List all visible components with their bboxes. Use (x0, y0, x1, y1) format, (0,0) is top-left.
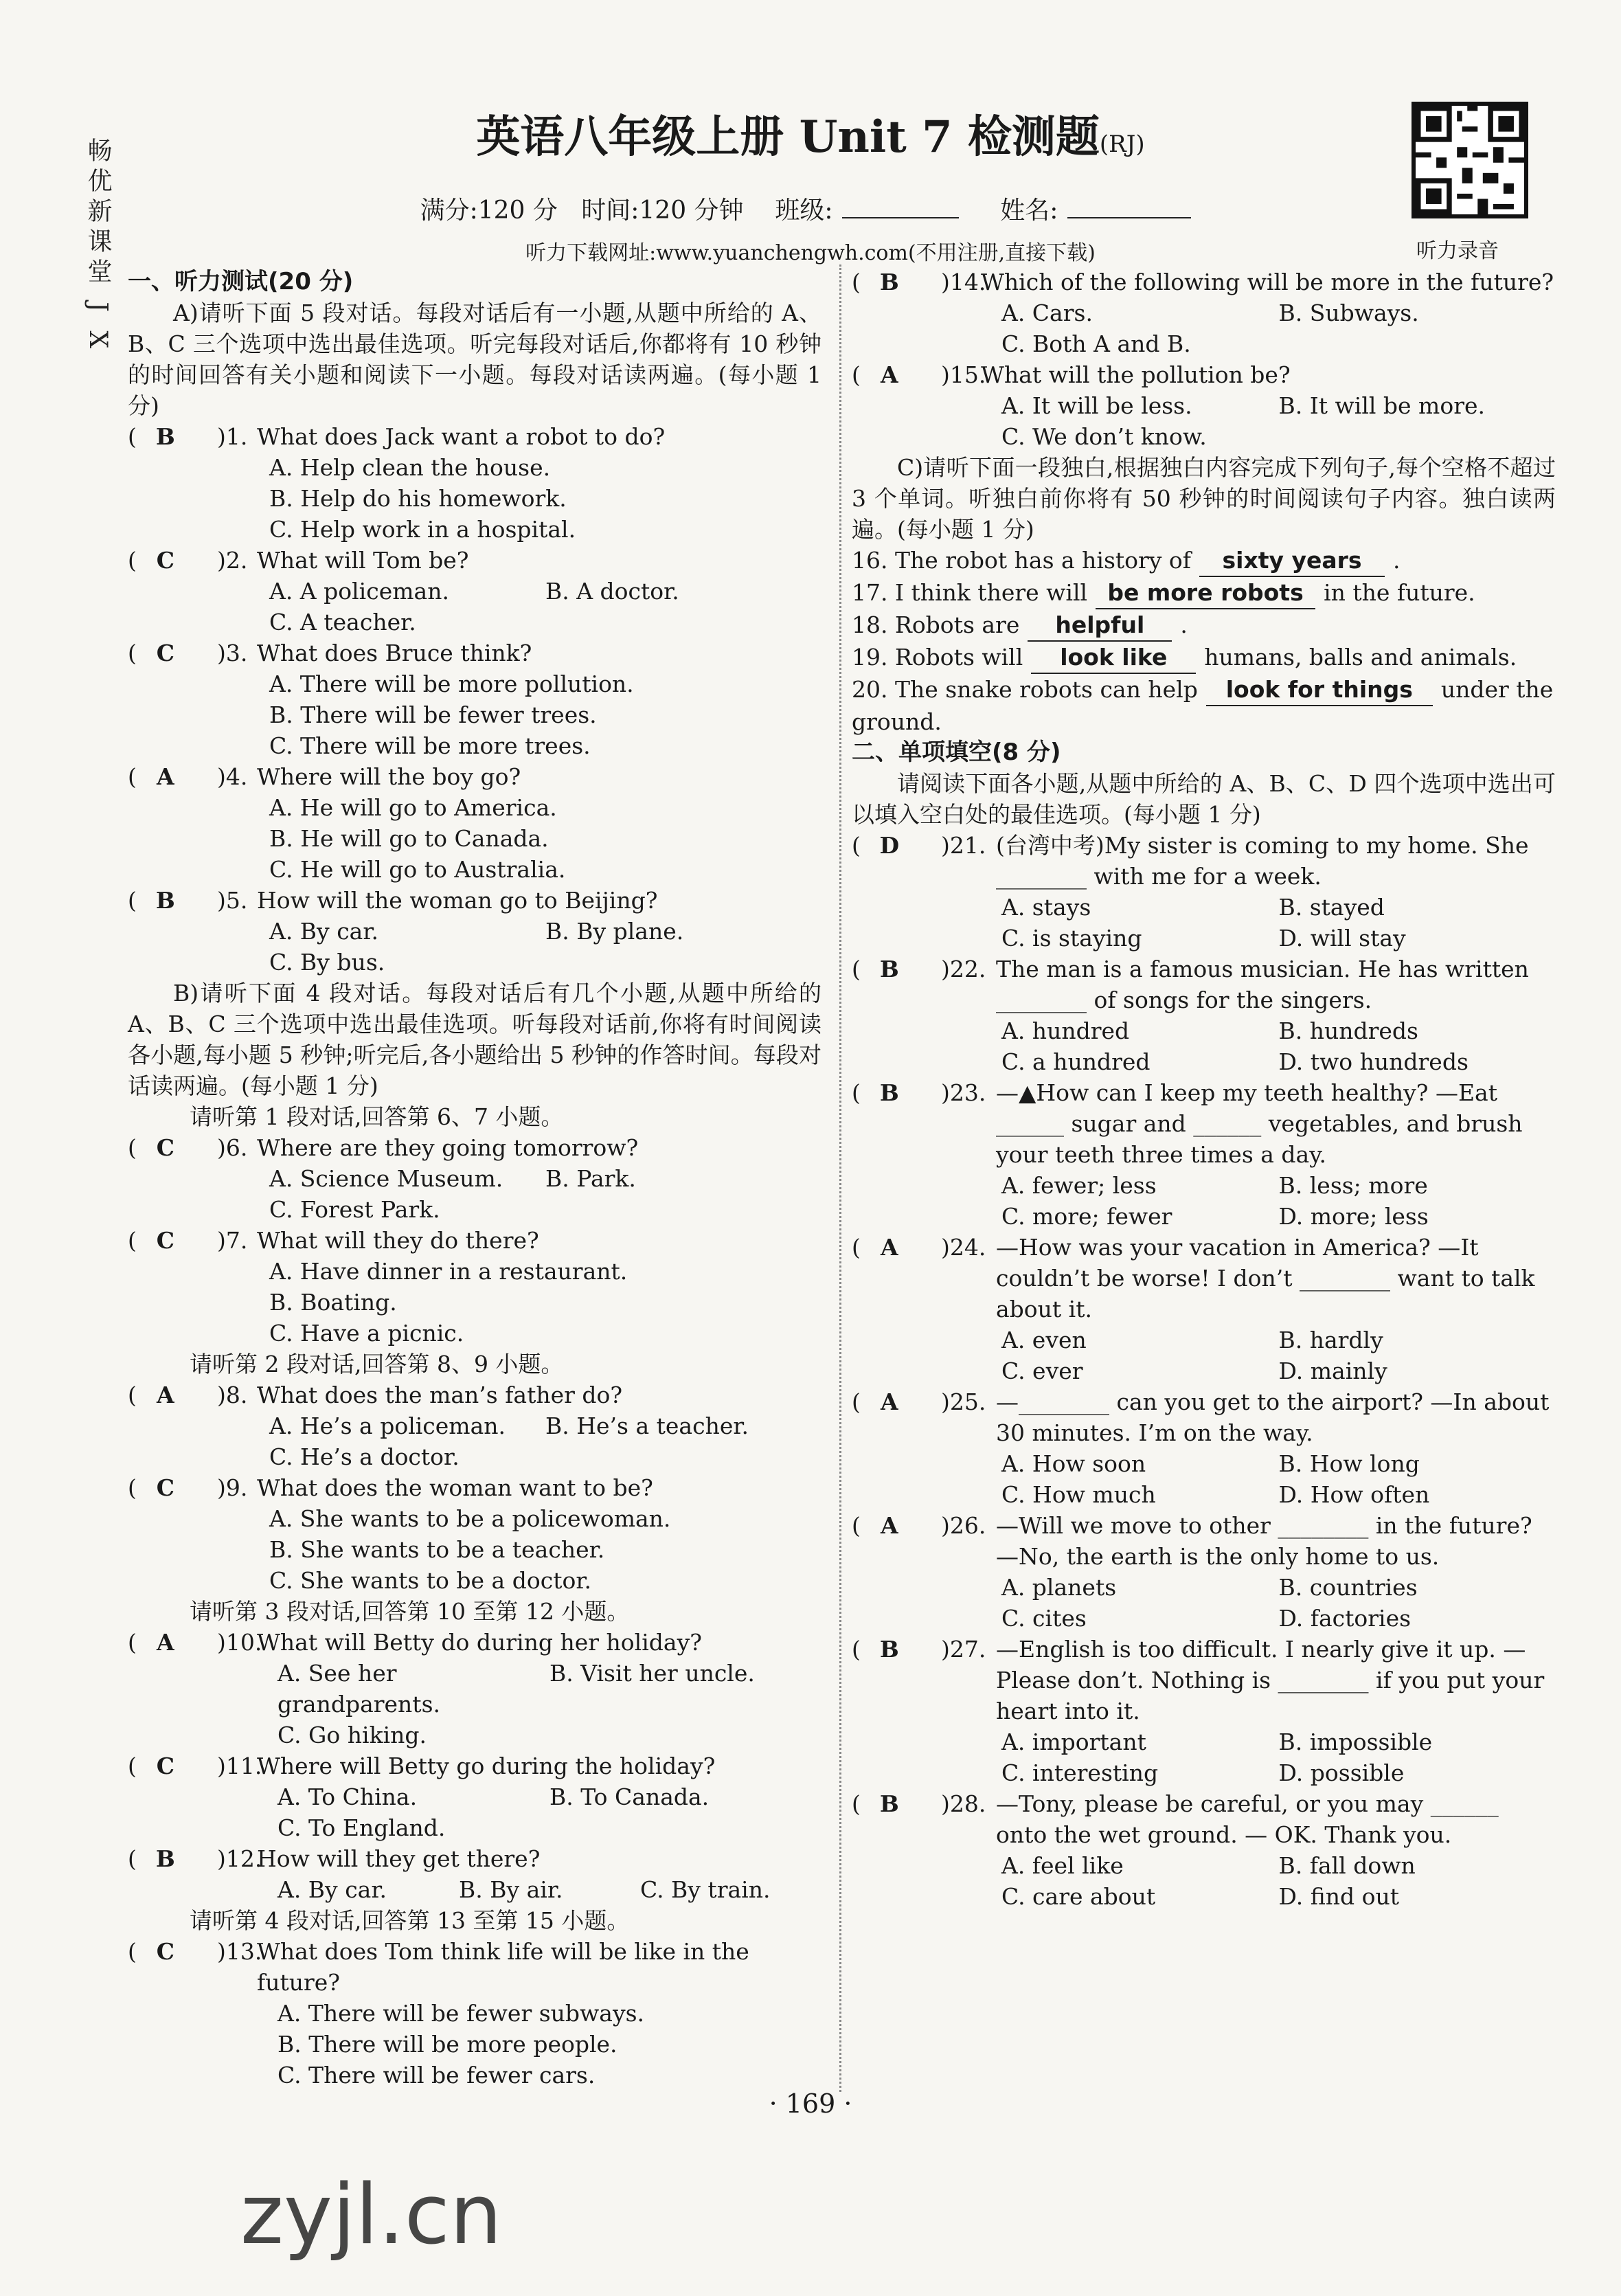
fill-answer[interactable]: helpful (1028, 609, 1172, 642)
option[interactable]: C. We don’t know. (1001, 423, 1207, 450)
fill-answer[interactable]: sixty years (1199, 545, 1385, 577)
question: ( A )10. What will Betty do during her holiday? A. See her grandparents. B. Visit her uncle. C. Go hiking. (128, 1627, 821, 1751)
dialogue-4-note: 请听第 4 段对话,回答第 13 至第 15 小题。 (190, 1907, 630, 1934)
section2-heading: 二、单项填空(8 分) (852, 739, 1061, 766)
option[interactable]: A. fewer; less (1001, 1172, 1157, 1199)
mcq-question: ( A )26. —Will we move to other ________ in the future? —No, the earth is the only home to us. A. planets B. countries C. cites D. factories (852, 1510, 1556, 1634)
option[interactable]: B. He’s a teacher. (545, 1413, 749, 1439)
answer[interactable]: B (155, 1845, 175, 1872)
answer[interactable]: B (879, 1079, 899, 1106)
answer[interactable]: B (879, 956, 899, 982)
answer[interactable]: A (881, 361, 898, 388)
option[interactable]: A. Cars. (1001, 300, 1093, 326)
option[interactable]: A. important (1001, 1729, 1146, 1755)
option[interactable]: A. See her grandparents. (277, 1660, 440, 1718)
option[interactable]: A. How soon (1001, 1450, 1146, 1477)
question: ( A )8. What does the man’s father do? A. He’s a policeman. B. He’s a teacher. C. He’s a doctor. (128, 1380, 821, 1472)
option[interactable]: C. He will go to Australia. (269, 856, 566, 883)
option[interactable]: C. care about (1001, 1883, 1156, 1910)
option[interactable]: C. To England. (277, 1814, 446, 1841)
option[interactable]: B. hundreds (1278, 1017, 1418, 1044)
option[interactable]: A. It will be less. (1001, 392, 1192, 419)
column-divider (839, 265, 841, 2092)
question: ( B )14. Which of the following will be more in the future? A. Cars. B. Subways. C. Both A and B. (852, 267, 1556, 359)
fill-item: 20. The snake robots can help look for things under the ground. (852, 674, 1556, 737)
option[interactable]: C. is staying (1001, 925, 1142, 952)
option[interactable]: B. stayed (1278, 894, 1385, 921)
question: ( A )15. What will the pollution be? A. It will be less. B. It will be more. C. We don’t know. (852, 359, 1556, 452)
section1-partA: A)请听下面 5 段对话。每段对话后有一小题,从题中所给的 A、B、C 三个选项中选出最佳选项。听完每段对话后,你都将有 10 秒钟的时间回答有关小题和阅读下一小题。每段对话读两遍。(每小题 1 分) (128, 300, 821, 419)
option[interactable]: D. mainly (1278, 1358, 1387, 1384)
option[interactable]: C. By train. (640, 1876, 771, 1903)
answer[interactable]: C (156, 640, 174, 666)
option[interactable]: B. Park. (545, 1165, 636, 1192)
mcq-question: ( B )28. —Tony, please be careful, or you may ______ onto the wet ground. — OK. Thank you. A. feel like B. fall down C. care about D. find out (852, 1788, 1556, 1912)
class-label: 班级: (775, 196, 833, 225)
fill-item: 17. I think there will be more robots in the future. (852, 577, 1556, 609)
mcq-question: ( B )23. —▲How can I keep my teeth healthy? —Eat ______ sugar and ______ vegetables, and brush your teeth three times a day. A. fewer; less B. less; more C. more; fewer D. more; less (852, 1077, 1556, 1232)
option[interactable]: A. Science Museum. (269, 1165, 503, 1192)
option[interactable]: A. He’s a policeman. (269, 1413, 506, 1439)
answer[interactable]: C (156, 1227, 174, 1254)
question: ( B )5. How will the woman go to Beijing? A. By car. B. By plane. C. By bus. (128, 885, 821, 978)
option[interactable]: B. less; more (1278, 1172, 1428, 1199)
option[interactable]: C. Forest Park. (269, 1196, 440, 1223)
option[interactable]: B. impossible (1278, 1729, 1433, 1755)
full-marks: 满分:120 分 (420, 196, 558, 225)
option[interactable]: C. A teacher. (269, 609, 416, 635)
answer[interactable]: B (155, 887, 175, 914)
mcq-question: ( A )24. —How was your vacation in America? —It couldn’t be worse! I don’t ________ want to talk about it. A. even B. hardly C. ever D. mainly (852, 1232, 1556, 1386)
answer[interactable]: C (156, 1753, 174, 1779)
option[interactable]: A. By car. (269, 918, 378, 945)
option[interactable]: B. hardly (1278, 1327, 1383, 1353)
mcq-question: ( B )27. —English is too difficult. I nearly give it up. —Please don’t. Nothing is ________ if you put your heart into it. A. important B. impossible C. interesting D. possible (852, 1634, 1556, 1788)
option[interactable]: C. She wants to be a doctor. (269, 1567, 591, 1594)
option[interactable]: A. A policeman. (269, 578, 449, 605)
section2-intro: 请阅读下面各小题,从题中所给的 A、B、C、D 四个选项中选出可以填入空白处的最佳选项。(每小题 1 分) (852, 770, 1556, 828)
option[interactable]: A. She wants to be a policewoman. (269, 1505, 671, 1532)
answer[interactable]: B (879, 1790, 899, 1817)
option[interactable]: B. A doctor. (545, 578, 679, 605)
page-title (0, 102, 1621, 165)
option[interactable]: B. By air. (459, 1876, 563, 1903)
mcq-question: ( D )21. (台湾中考)My sister is coming to my home. She ________ with me for a week. A. stays B. stayed C. is staying D. will stay (852, 830, 1556, 954)
option[interactable]: B. She wants to be a teacher. (269, 1536, 605, 1563)
answer[interactable]: C (156, 547, 174, 574)
fill-answer[interactable]: look for things (1206, 674, 1433, 706)
qr-code-icon[interactable] (1412, 102, 1528, 218)
answer[interactable]: A (157, 763, 174, 790)
option[interactable]: C. ever (1001, 1358, 1083, 1384)
option[interactable]: C. He’s a doctor. (269, 1443, 460, 1470)
exam-info (0, 191, 1621, 226)
class-blank[interactable] (842, 217, 959, 218)
question: ( C )7. What will they do there? A. Have dinner in a restaurant. B. Boating. C. Have a picnic. (128, 1225, 821, 1349)
mcq-question: ( B )22. The man is a famous musician. He has written ________ of songs for the singers. A. hundred B. hundreds C. a hundred D. two hundreds (852, 954, 1556, 1077)
answer[interactable]: B (879, 1636, 899, 1663)
section1-heading: 一、听力测试(20 分) (128, 268, 354, 295)
answer[interactable]: C (156, 1938, 174, 1965)
qr-label: 听力录音 (1416, 239, 1499, 263)
option[interactable]: D. will stay (1278, 925, 1406, 952)
fill-item: 19. Robots will look like humans, balls and animals. (852, 642, 1556, 674)
option[interactable]: B. By plane. (545, 918, 684, 945)
option[interactable]: C. There will be fewer cars. (277, 2062, 596, 2089)
title-text: 英语八年级上册 Unit 7 检测题 (476, 111, 1100, 163)
section1-partC: C)请听下面一段独白,根据独白内容完成下列句子,每个空格不超过 3 个单词。听独白前你将有 50 秒钟的时间阅读句子内容。独白读两遍。(每小题 1 分) (852, 454, 1556, 543)
fill-item: 16. The robot has a history of sixty years . (852, 545, 1556, 577)
option[interactable]: B. He will go to Canada. (269, 825, 549, 852)
page-number: · 169 · (769, 2089, 852, 2119)
option[interactable]: A. stays (1001, 894, 1091, 921)
left-column (128, 267, 821, 2091)
question: ( C )13. What does Tom think life will be like in the future? A. There will be fewer subways. B. There will be more people. C. There will be fewer cars. (128, 1936, 821, 2091)
watermark: zyjl.cn (240, 2168, 502, 2263)
question: ( C )6. Where are they going tomorrow? A. Science Museum. B. Park. C. Forest Park. (128, 1132, 821, 1225)
name-blank[interactable] (1067, 217, 1191, 218)
option[interactable]: A. feel like (1001, 1852, 1124, 1879)
question: ( A )4. Where will the boy go? A. He will go to America. B. He will go to Canada. C. He will go to Australia. (128, 761, 821, 885)
side-label: 畅优新课堂 J X (84, 137, 112, 354)
option[interactable]: C. Go hiking. (277, 1722, 427, 1748)
fill-answer[interactable]: be more robots (1096, 577, 1315, 609)
answer[interactable]: B (155, 423, 175, 450)
answer[interactable]: C (156, 1134, 174, 1161)
option[interactable]: D. more; less (1278, 1203, 1429, 1230)
answer[interactable]: A (157, 1629, 174, 1656)
option[interactable]: A. There will be more pollution. (269, 671, 634, 697)
answer[interactable]: A (881, 1234, 898, 1261)
option[interactable]: A. Have dinner in a restaurant. (269, 1258, 628, 1285)
option[interactable]: B. To Canada. (549, 1783, 710, 1810)
option[interactable]: C. Both A and B. (1001, 330, 1191, 357)
option[interactable]: D. factories (1278, 1605, 1412, 1632)
dialogue-1-note: 请听第 1 段对话,回答第 6、7 小题。 (190, 1103, 564, 1130)
fill-item: 18. Robots are helpful . (852, 609, 1556, 642)
dialogue-2-note: 请听第 2 段对话,回答第 8、9 小题。 (190, 1351, 564, 1377)
time: 时间:120 分钟 (581, 196, 744, 225)
question: ( C )2. What will Tom be? A. A policeman. B. A doctor. C. A teacher. (128, 545, 821, 638)
option[interactable]: A. planets (1001, 1574, 1117, 1601)
option[interactable]: D. possible (1278, 1759, 1405, 1786)
option[interactable]: A. even (1001, 1327, 1087, 1353)
option[interactable]: B. countries (1278, 1574, 1418, 1601)
option[interactable]: C. By bus. (269, 949, 385, 976)
option[interactable]: A. hundred (1001, 1017, 1130, 1044)
question: ( C )9. What does the woman want to be? A. She wants to be a policewoman. B. She wants to be a teacher. C. She wants to be a doctor. (128, 1472, 821, 1596)
answer[interactable]: B (879, 269, 899, 295)
option[interactable]: C. more; fewer (1001, 1203, 1172, 1230)
option[interactable]: A. Help clean the house. (269, 454, 551, 481)
option[interactable]: B. There will be more people. (277, 2031, 617, 2058)
option[interactable]: C. cites (1001, 1605, 1087, 1632)
option[interactable]: B. There will be fewer trees. (269, 701, 597, 728)
option[interactable]: C. There will be more trees. (269, 732, 591, 759)
question: ( B )1. What does Jack want a robot to do? A. Help clean the house. B. Help do his homework. C. Help work in a hospital. (128, 421, 821, 545)
section1-partB: B)请听下面 4 段对话。每段对话后有几个小题,从题中所给的 A、B、C 三个选项中选出最佳选项。听每段对话前,你将有时间阅读各小题,每小题 5 秒钟;听完后,各小题给出 5 秒钟的作答时间。每段对话读两遍。(每小题 1 分) (128, 980, 821, 1099)
right-column (852, 267, 1556, 1912)
name-label: 姓名: (1000, 196, 1058, 225)
option[interactable]: A. By car. (277, 1876, 387, 1903)
option[interactable]: A. He will go to America. (269, 794, 557, 821)
dialogue-3-note: 请听第 3 段对话,回答第 10 至第 12 小题。 (190, 1598, 630, 1625)
option[interactable]: B. How long (1278, 1450, 1420, 1477)
option[interactable]: C. Help work in a hospital. (269, 516, 576, 543)
option[interactable]: B. It will be more. (1278, 392, 1486, 419)
option[interactable]: A. To China. (277, 1783, 418, 1810)
option[interactable]: D. How often (1278, 1481, 1430, 1508)
option[interactable]: B. Visit her uncle. (549, 1660, 755, 1687)
option[interactable]: C. How much (1001, 1481, 1156, 1508)
question: ( C )3. What does Bruce think? A. There will be more pollution. B. There will be fewer trees. C. There will be more trees. (128, 638, 821, 761)
option[interactable]: D. find out (1278, 1883, 1400, 1910)
answer[interactable]: A (157, 1382, 174, 1408)
option[interactable]: B. fall down (1278, 1852, 1416, 1879)
fill-answer[interactable]: look like (1031, 642, 1196, 674)
answer[interactable]: C (156, 1474, 174, 1501)
mcq-question: ( A )25. —________ can you get to the airport? —In about 30 minutes. I’m on the way. A. How soon B. How long C. How much D. How often (852, 1386, 1556, 1510)
answer[interactable]: A (881, 1512, 898, 1539)
option[interactable]: C. interesting (1001, 1759, 1159, 1786)
option[interactable]: B. Help do his homework. (269, 485, 567, 512)
answer[interactable]: D (879, 832, 900, 859)
option[interactable]: B. Subways. (1278, 300, 1419, 326)
option[interactable]: A. There will be fewer subways. (277, 2000, 645, 2027)
option[interactable]: D. two hundreds (1278, 1048, 1469, 1075)
option[interactable]: C. a hundred (1001, 1048, 1150, 1075)
title-suffix: (RJ) (1099, 131, 1145, 158)
option[interactable]: B. Boating. (269, 1289, 397, 1316)
answer[interactable]: A (881, 1388, 898, 1415)
download-note: 听力下载网址:www.yuanchengwh.com(不用注册,直接下载) (525, 241, 1096, 265)
question: ( C )11. Where will Betty go during the holiday? A. To China. B. To Canada. C. To England. (128, 1751, 821, 1843)
question: ( B )12. How will they get there? A. By car. B. By air. C. By train. (128, 1843, 821, 1905)
option[interactable]: C. Have a picnic. (269, 1320, 464, 1347)
